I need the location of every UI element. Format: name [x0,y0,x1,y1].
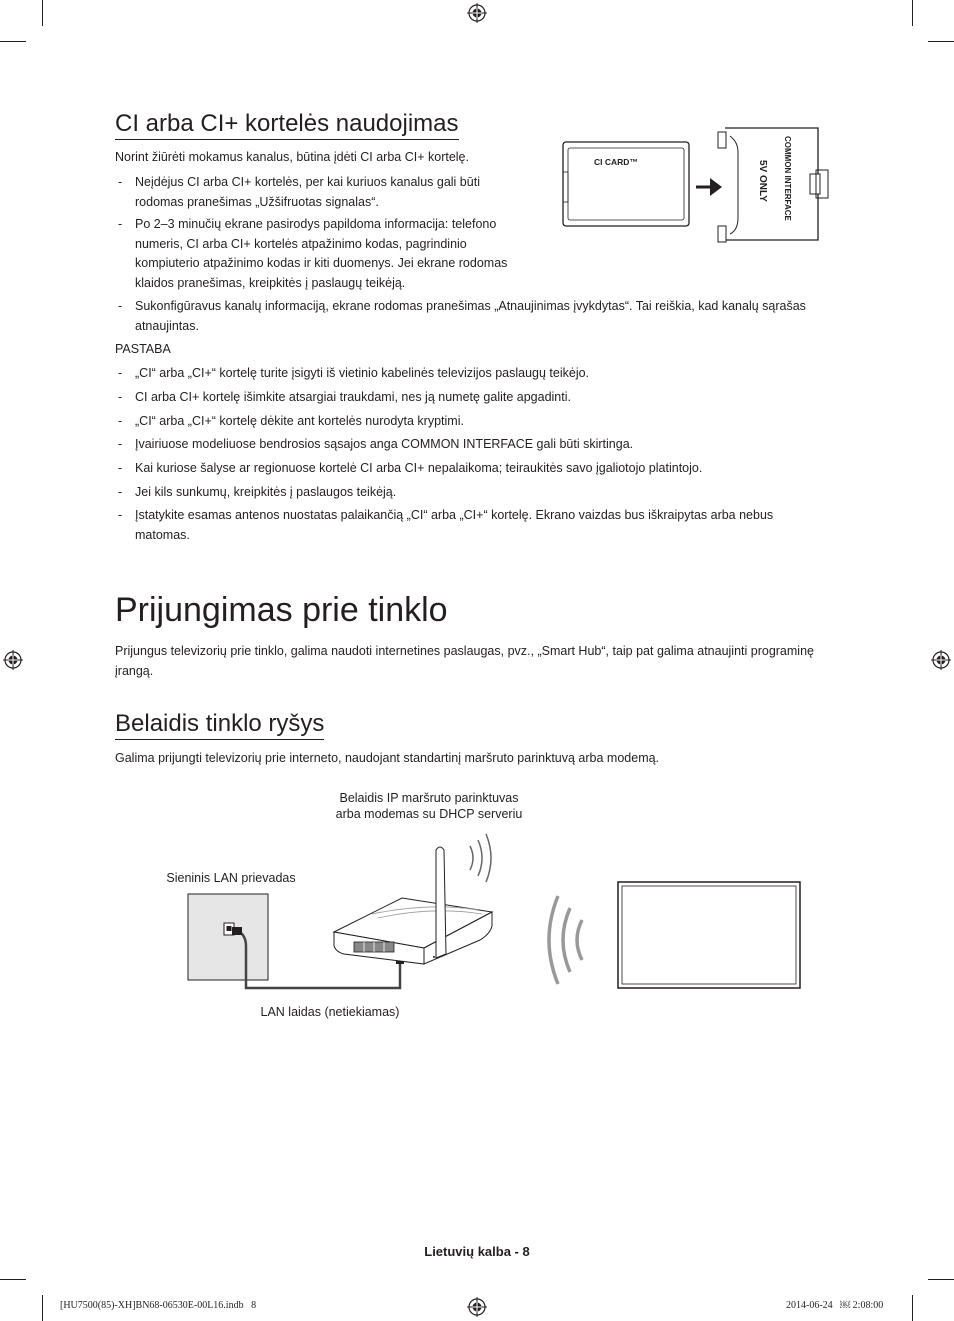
common-interface-label: COMMON INTERFACE [783,136,792,221]
ci-card-icon [563,142,689,226]
list-item-text: „CI“ arba „CI+“ kortelę turite įsigyti iš vietinio kabelinės televizijos paslaugų teikėjo. [135,366,590,380]
wall-port-label: Sieninis LAN prievadas [166,871,296,885]
network-diagram [180,830,840,1000]
print-slug-right: 2014-06-24 ￼ 2:08:00 [786,1300,884,1311]
router-antenna-icon [436,847,446,958]
router-label [300,790,558,822]
print-slug-left: [HU7500(85)-XH]BN68-06530E-00L16.indb 8 [60,1300,257,1311]
registration-mark-icon [467,3,487,23]
wireless-section-title: Belaidis tinklo ryšys [115,710,324,740]
crop-mark [0,1279,26,1280]
crop-mark [928,1279,954,1280]
registration-mark-icon [931,650,951,670]
crop-mark [912,0,913,26]
crop-mark [912,1295,913,1321]
note-label: PASTABA [115,342,171,356]
list-item: - Jei kils sunkumų, kreipkitės į paslaugos teikėją. [118,483,848,503]
ci-section-title: CI arba CI+ kortelės naudojimas [115,110,459,140]
list-item: - Sukonfigūravus kanalų informaciją, ekrane rodomas pranešimas „Atnaujinimas įvykdytas“. Tai reiškia, kad kanalų sąrašas atnaujintas. [118,297,848,336]
list-item-text: Įvairiuose modeliuose bendrosios sąsajos anga COMMON INTERFACE gali būti skirtinga. [135,437,634,451]
list-item: - Įstatykite esamas antenos nuostatas palaikančią „CI“ arba „CI+“ kortelę. Ekrano vaizdas bus iškraipytas arba nebus matomas. [118,506,808,545]
list-item-text: Jei kils sunkumų, kreipkitės į paslaugos teikėją. [135,485,397,499]
router-label-line2: arba modemas su DHCP serveriu [335,807,523,821]
registration-mark-icon [3,650,23,670]
tv-icon [618,882,800,988]
registration-mark-icon [467,1297,487,1317]
5v-only-label: 5V ONLY [757,160,768,202]
wifi-signal-icon [549,896,582,984]
list-item: - „CI“ arba „CI+“ kortelę dėkite ant kortelės nurodyta kryptimi. [118,412,848,432]
crop-mark [0,41,26,42]
list-item-text: „CI“ arba „CI+“ kortelę dėkite ant kortelės nurodyta kryptimi. [135,414,464,428]
ci-slot-icon [718,128,828,242]
wall-lan-port-icon [188,894,268,980]
arrow-right-icon [696,178,722,196]
network-intro: Prijungus televizorių prie tinklo, galima naudoti internetines paslaugas, pvz., „Smart Hub“, taip pat galima atnaujinti programinę įrangą. [115,644,814,678]
lan-cable-label: LAN laidas (netiekiamas) [260,1005,400,1019]
network-section-title: Prijungimas prie tinklo [115,591,448,629]
router-icon [334,898,492,964]
crop-mark [928,41,954,42]
list-item: - Kai kuriose šalyse ar regionuose kortelė CI arba CI+ nepalaikoma; teiraukitės savo įgaliotojo platintojo. [118,459,848,479]
list-item: - Įvairiuose modeliuose bendrosios sąsajos anga COMMON INTERFACE gali būti skirtinga. [118,435,848,455]
list-item: - Neįdėjus CI arba CI+ kortelės, per kai kuriuos kanalus gali būti rodomas pranešimas „Užšifruotas signalas“. [118,173,532,212]
page-number: Lietuvių kalba - 8 [424,1244,530,1259]
list-item-text: Įstatykite esamas antenos nuostatas palaikančią „CI“ arba „CI+“ kortelę. Ekrano vaizdas bus iškraipytas arba nebus matomas. [135,508,774,542]
wireless-intro: Galima prijungti televizorių prie interneto, naudojant standartinį maršruto parinktuvą arba modemą. [115,751,660,765]
ci-intro: Norint žiūrėti mokamus kanalus, būtina įdėti CI arba CI+ kortelę. [115,150,469,164]
list-item: - „CI“ arba „CI+“ kortelę turite įsigyti iš vietinio kabelinės televizijos paslaugų teikėjo. [118,364,848,384]
list-item-text: Sukonfigūravus kanalų informaciją, ekrane rodomas pranešimas „Atnaujinimas įvykdytas“. Tai reiškia, kad kanalų sąrašas atnaujintas. [135,299,806,333]
wifi-signal-icon [470,834,491,882]
list-item: - Po 2–3 minučių ekrane pasirodys papildoma informacija: telefono numeris, CI arba CI+ kortelės atpažinimo kodas, pagrindinio kompiuterio atpažinimo kodas ir kiti duomenys. Jei ekrane rodomas klaidos pranešimas, kreipkitės į paslaugų teikėją. [118,215,532,293]
list-item-text: CI arba CI+ kortelę išimkite atsargiai traukdami, nes ją numetę galite apgadinti. [135,390,571,404]
crop-mark [42,0,43,26]
list-item: - CI arba CI+ kortelę išimkite atsargiai traukdami, nes ją numetę galite apgadinti. [118,388,848,408]
list-item-text: Kai kuriose šalyse ar regionuose kortelė CI arba CI+ nepalaikoma; teiraukitės savo įgaliotojo platintojo. [135,461,703,475]
ci-card-figure [560,122,850,250]
list-item-text: Po 2–3 minučių ekrane pasirodys papildoma informacija: telefono numeris, CI arba CI+ kortelės atpažinimo kodas, pagrindinio kompiuterio atpažinimo kodas ir kiti duomenys. Jei ekrane rodomas klaidos pranešimas, kreipkitės į paslaugų teikėją. [135,217,508,290]
list-item-text: Neįdėjus CI arba CI+ kortelės, per kai kuriuos kanalus gali būti rodomas pranešimas „Užšifruotas signalas“. [135,175,480,209]
router-label-line1: Belaidis IP maršruto parinktuvas [339,791,519,805]
crop-mark [42,1295,43,1321]
ci-card-label: CI CARD™ [594,157,638,167]
